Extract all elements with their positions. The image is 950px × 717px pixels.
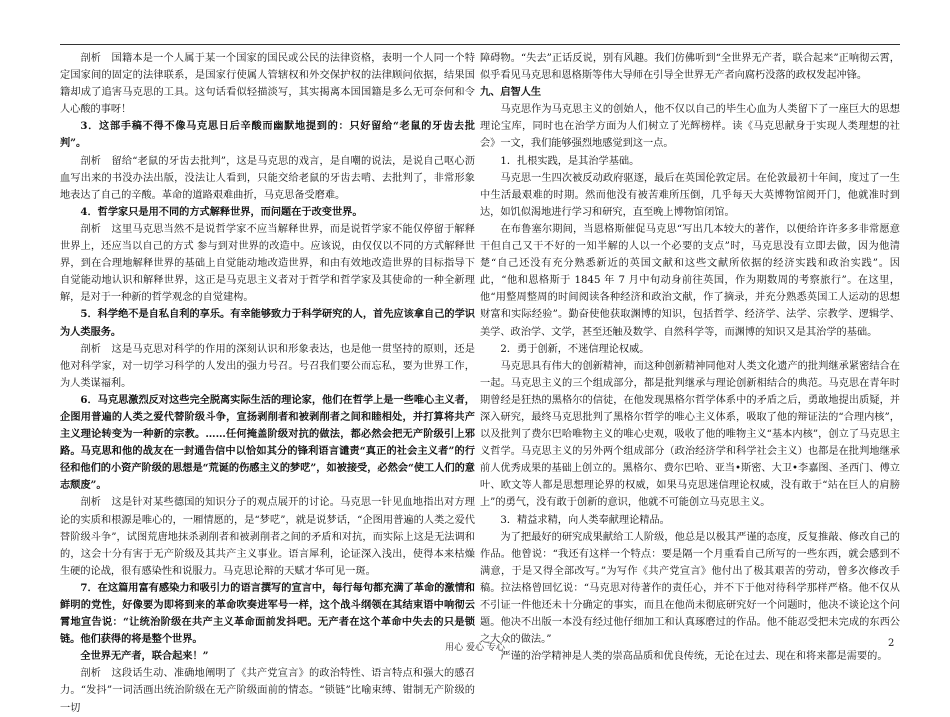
paragraph: 九、启智人生: [480, 86, 542, 99]
paragraph: 7．在这篇用富有感染力和吸引力的语言撰写的宣言中，每行每句都充满了革命的激情和鲜明的党性，好像要为即将到来的革命吹奏进军号一样，这个战斗纲领在其结束语中响彻云霄地宣告说：“让统治阶级在共产主义革命面前发抖吧。无产者在这个革命中失去的只是锁链。他们获得的将是整个世界。: [60, 581, 475, 646]
paragraph: 剖析 国籍本是一个人属于某一个国家的国民或公民的法律资格，表明一个人同一个特定国家间的固定的法律联系，是国家行使属人管辖权和外交保护权的法律顾问依据，结果国籍却成了追害马克思的工具。这句话看似轻描淡写，其实揭离本国国籍是多么无可奈何和令人心酸的事呀！: [60, 53, 475, 116]
right-column: [480, 50, 900, 665]
paragraph: 马克思一生四次被反动政府驱逐，最后在英国伦敦定居。在伦敦最初十年间，度过了一生中生活最艰难的时期。然而他没有被苦难所压倒，几乎每天大英博物馆阅开门，他就准时到达，如饥似渴地进行学习和研究，直至晚上博物馆闭馆。: [480, 172, 900, 218]
paragraph: 剖析 这里马克思当然不是说哲学家不应当解释世界，而是说哲学家不能仅停留于解释世界上，还应当以自己的方式 参与到对世界的改造中。应该说，由仅仅以不同的方式解释世界，到在合理地解释世界的基础上自觉能动地改造世界，和由有效地改造世界的目标指导下自觉能动地认识和解释世界，这正是马克思主义者对于哲学和哲学家及其使命的一种全新理解，是对于一种新的哲学观念的自觉建构。: [60, 223, 475, 304]
paragraph: 4．哲学家只是用不同的方式解释世界，而问题在于改变世界。: [80, 205, 363, 218]
paragraph: 马克思作为马克思主义的创始人，他不仅以自己的毕生心血为人类留下了一座巨大的思想理论宝库，同时也在治学方面为人们树立了光辉榜样。读《马克思献身于实现人类理想的社会》一文，我们能够强烈地感觉到这一点。: [480, 104, 900, 150]
paragraph: 障碍物。“失去”正话反说，别有风趣。我们仿佛听到“全世界无产者，联合起来”正响彻云霄，似乎看见马克思和恩格斯等伟大导师在引导全世界无产者向腐朽没落的政权发起冲锋。: [480, 53, 900, 82]
paragraph: 2．勇于创新，不迷信理论权威。: [500, 343, 650, 355]
paragraph: 剖析 留给“老鼠的牙齿去批判”，这是马克思的戏言，是自嘲的说法，是说自己呕心沥血写出来的书没办法出版，没法让人看到，只能交给老鼠的牙齿去啃、去批判了，非常形象地表达了自己的辛酸。革命的道路艰难曲折，马克思备受磨难。: [60, 155, 475, 201]
paragraph: 3．精益求精，向人类奉献理论精品。: [500, 514, 670, 526]
paragraph: 在布鲁塞尔期间，当恩格斯催促马克思“写出几本较大的著作，以便给许许多多非常愿意干但自己又干不好的一知半解的人以一个必要的支点”时，马克思没有立即去做，因为他清楚“自己还没有充分熟悉新近的英国文献和这些文献所依据的经济实践和政治实践”。因此，“他和恩格斯于 1845 年 7 月中旬动身前往英国，作为期数周的考察旅行”。在这里，他“用整周整周的时间阅读各种经济和政治文献，作了摘录，并充分熟悉英国工人运动的思想财富和实际经验”。勤奋使他获取渊博的知识，包括哲学、经济学、法学、宗教学、逻辑学、美学、政治学、文学，甚至还触及数学、自然科学等，而渊博的知识又是其治学的基础。: [480, 223, 900, 338]
header-rule: [60, 44, 900, 45]
paragraph: 剖析 这是马克思对科学的作用的深刻认识和形象表达，也是他一贯坚持的原则，还是他对科学家，对一切学习科学的人发出的强力号召。号召我们要公而忘私，要为世界工作，为人类谋福利。: [60, 343, 475, 389]
paragraph: 1．扎根实践，是其治学基础。: [500, 155, 640, 167]
left-column: [60, 50, 475, 717]
page-number: 2: [888, 638, 895, 649]
paragraph: 5．科学绝不是自私自利的享乐。有幸能够致力于科学研究的人，首先应该拿自己的学识为人类服务。: [60, 308, 475, 338]
paragraph: 3．这部手稿不得不像马克思日后辛酸而幽默地提到的：只好留给“老鼠的牙齿去批判”。: [60, 120, 475, 150]
paragraph: 6．马克思激烈反对这些完全脱离实际生活的理论家，他们在哲学上是一些唯心主义者，企图用普遍的人类之爱代替阶级斗争，宣扬剥削者和被剥削者之间和睦相处，并打算将共产主义理论转变为一种新的宗教。……任何掩盖阶级对抗的做法，都必然会把无产阶级引上邪路。马克思和他的战友在一封通告信中以恰如其分的锋利语言谴责“真正的社会主义者”的行径和他们的小资产阶级的思想是“荒诞的伤感主义的梦呓”，如被接受，必然会“使工人们的意志颓废”。: [60, 393, 475, 492]
paragraph: 剖析 这段话生动、准确地阐明了《共产党宣言》的政治特性、语言特点和强大的感召力。“发抖”一词活画出统治阶级在无产阶级面前的情态。“锁链”比喻束缚、钳制无产阶级的一切: [60, 668, 475, 714]
paragraph: 为了把最好的研究成果献给工人阶级，他总是以极其严谨的态度，反复推敲、修改自己的作品。他曾说：“我还有这样一个特点：要是隔一个月重看自己所写的一些东西，就会感到不满意，于是又得全部改写。”为写作《共产党宣言》他付出了极其艰苦的劳动，曾多次修改手稿。拉法格曾回忆说：“马克思对待著作的责任心，并不下于他对待科学那样严格。他不仅从不引证一件他还未十分确定的事实，而且在他尚未彻底研究好一个问题时，他决不谈论这个问题。他决不出版一本没有经过他仔细加工和认真琢磨过的作品。他不能忍受把未完成的东西公之大众的做法。”: [480, 531, 900, 646]
paragraph: 剖析 这是针对某些德国的知识分子的观点展开的讨论。马克思一针见血地指出对方理论的实质和根源是唯心的，一厢情愿的，是“梦呓”，就是说梦话，“企图用普遍的人类之爱代替阶级斗争”，试图荒唐地抹杀剥削者和被剥削者之间的矛盾和对抗，而实际上这是无法调和的，这会十分有害于无产阶级及其共产主义事业。语言犀利，论证深入浅出，使得本来枯燥生硬的论战，很有感染性和说服力。马克思论辩的天赋才华可见一斑。: [60, 497, 475, 577]
footer-text: 用心 爱心 专心: [445, 643, 505, 653]
paragraph: 全世界无产者，联合起来！”: [80, 650, 209, 663]
paragraph: 马克思具有伟大的创新精神，而这种创新精神同他对人类文化遗产的批判继承紧密结合在一起。马克思主义的三个组成部分，都是批判继承与理论创新相结合的典范。马克思在青年时期曾经是狂热的黑格尔的信徒，在他发现黑格尔哲学体系中的矛盾之后，勇敢地提出质疑，并深入研究，最终马克思批判了黑格尔哲学的唯心主义体系，吸取了他的辩证法的“合理内核”，以及批判了费尔巴哈唯物主义的唯心史观，吸收了他的唯物主义“基本内核”，创立了马克思主义哲学。马克思主义的另外两个组成部分（政治经济学和科学社会主义）也都是在批判地继承前人优秀成果的基础上创立的。黑格尔、费尔巴哈、亚当•斯密、大卫•李嘉图、圣西门、傅立叶、欧文等人都是思想理论界的权威，如果马克思迷信理论权威，没有敢于“站在巨人的肩膀上”的勇气，没有敢于创新的意识，他就不可能创立马克思主义。: [480, 360, 900, 509]
paragraph: 严谨的治学精神是人类的崇高品质和优良传统，无论在过去、现在和将来都是需要的。: [500, 651, 888, 663]
